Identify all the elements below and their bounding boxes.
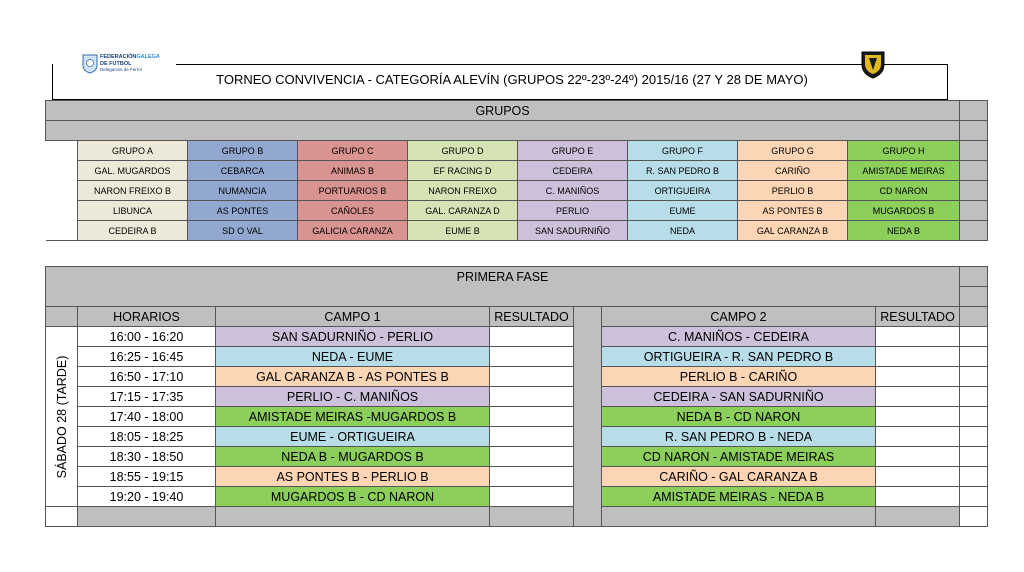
result-cell-2 (876, 427, 960, 447)
group-team-cell: EUME (628, 201, 738, 221)
filler-cell (960, 221, 988, 241)
header-campo-1: CAMPO 1 (216, 307, 490, 327)
result-cell-1 (490, 447, 574, 467)
filler-cell (960, 267, 988, 287)
group-header-b: GRUPO B (188, 141, 298, 161)
page-title: TORNEO CONVIVENCIA - CATEGORÍA ALEVÍN (GRUPOS 22º-23º-24º) 2015/16 (27 Y 28 DE MAYO) (216, 72, 808, 87)
match-time: 18:55 - 19:15 (78, 467, 216, 487)
blank-cell (46, 201, 78, 221)
group-team-cell: EUME B (408, 221, 518, 241)
group-team-cell: NEDA (628, 221, 738, 241)
group-header-d: GRUPO D (408, 141, 518, 161)
federation-logo (80, 52, 176, 78)
filler-cell (960, 327, 988, 347)
groups-banner: GRUPOS (46, 101, 960, 121)
filler-cell (960, 507, 988, 527)
group-header-e: GRUPO E (518, 141, 628, 161)
filler-cell (960, 447, 988, 467)
group-team-cell: AMISTADE MEIRAS (848, 161, 960, 181)
header-resultado-2: RESULTADO (876, 307, 960, 327)
group-team-cell: SD O VAL (188, 221, 298, 241)
group-team-cell: CARIÑO (738, 161, 848, 181)
filler-cell (960, 407, 988, 427)
match-campo-2: CEDEIRA - SAN SADURNIÑO (602, 387, 876, 407)
filler-cell (960, 101, 988, 121)
group-header-g: GRUPO G (738, 141, 848, 161)
footer-cell (216, 507, 490, 527)
match-campo-2: C. MANIÑOS - CEDEIRA (602, 327, 876, 347)
result-cell-1 (490, 487, 574, 507)
group-team-cell: R. SAN PEDRO B (628, 161, 738, 181)
groups-table (45, 100, 988, 241)
group-team-cell: AS PONTES (188, 201, 298, 221)
result-cell-2 (876, 467, 960, 487)
group-team-cell: AS PONTES B (738, 201, 848, 221)
group-team-cell: GAL CARANZA B (738, 221, 848, 241)
group-header-c: GRUPO C (298, 141, 408, 161)
match-time: 17:15 - 17:35 (78, 387, 216, 407)
footer-cell (602, 507, 876, 527)
group-team-cell: NUMANCIA (188, 181, 298, 201)
match-time: 19:20 - 19:40 (78, 487, 216, 507)
phase-banner-lower (46, 287, 960, 307)
result-cell-2 (876, 447, 960, 467)
result-cell-1 (490, 467, 574, 487)
result-cell-2 (876, 407, 960, 427)
group-team-cell: NARON FREIXO (408, 181, 518, 201)
filler-cell (960, 307, 988, 327)
result-cell-2 (876, 487, 960, 507)
result-cell-1 (490, 387, 574, 407)
result-cell-2 (876, 367, 960, 387)
group-team-cell: SAN SADURNIÑO (518, 221, 628, 241)
group-team-cell: NARON FREIXO B (78, 181, 188, 201)
match-campo-1: EUME - ORTIGUEIRA (216, 427, 490, 447)
filler-cell (960, 161, 988, 181)
title-frame-top-line (124, 64, 948, 65)
match-campo-1: GAL CARANZA B - AS PONTES B (216, 367, 490, 387)
match-campo-2: R. SAN PEDRO B - NEDA (602, 427, 876, 447)
match-campo-1: AS PONTES B - PERLIO B (216, 467, 490, 487)
blank-cell (46, 221, 78, 241)
result-cell-1 (490, 427, 574, 447)
match-campo-1: SAN SADURNIÑO - PERLIO (216, 327, 490, 347)
result-cell-2 (876, 347, 960, 367)
result-cell-1 (490, 327, 574, 347)
result-cell-1 (490, 347, 574, 367)
federation-logo-line3: Delegación de Ferrol (100, 67, 142, 72)
group-team-cell: LIBUNCA (78, 201, 188, 221)
group-team-cell: GAL. MUGARDOS (78, 161, 188, 181)
match-time: 16:50 - 17:10 (78, 367, 216, 387)
match-campo-2: CARIÑO - GAL CARANZA B (602, 467, 876, 487)
filler-cell (960, 181, 988, 201)
header-resultado-1: RESULTADO (490, 307, 574, 327)
match-campo-1: PERLIO - C. MANIÑOS (216, 387, 490, 407)
match-time: 18:05 - 18:25 (78, 427, 216, 447)
match-campo-1: NEDA B - MUGARDOS B (216, 447, 490, 467)
group-team-cell: CD NARON (848, 181, 960, 201)
group-team-cell: MUGARDOS B (848, 201, 960, 221)
schedule-table (45, 266, 988, 527)
group-team-cell: PERLIO (518, 201, 628, 221)
header-horarios: HORARIOS (78, 307, 216, 327)
federation-shield-icon (82, 54, 98, 74)
blank-cell (46, 181, 78, 201)
separator-cell (574, 307, 602, 527)
group-team-cell: GAL. CARANZA D (408, 201, 518, 221)
group-team-cell: ANIMAS B (298, 161, 408, 181)
match-campo-2: PERLIO B - CARIÑO (602, 367, 876, 387)
match-time: 17:40 - 18:00 (78, 407, 216, 427)
group-header-a: GRUPO A (78, 141, 188, 161)
group-header-f: GRUPO F (628, 141, 738, 161)
blank-cell (46, 507, 78, 527)
match-campo-1: NEDA - EUME (216, 347, 490, 367)
group-team-cell: NEDA B (848, 221, 960, 241)
match-campo-2: NEDA B - CD NARON (602, 407, 876, 427)
match-campo-2: CD NARON - AMISTADE MEIRAS (602, 447, 876, 467)
group-team-cell: CEDEIRA B (78, 221, 188, 241)
footer-cell (490, 507, 574, 527)
club-shield-icon (860, 50, 886, 80)
match-time: 16:25 - 16:45 (78, 347, 216, 367)
blank-cell (46, 161, 78, 181)
match-campo-1: AMISTADE MEIRAS -MUGARDOS B (216, 407, 490, 427)
match-campo-1: MUGARDOS B - CD NARON (216, 487, 490, 507)
result-cell-1 (490, 367, 574, 387)
match-time: 16:00 - 16:20 (78, 327, 216, 347)
result-cell-2 (876, 387, 960, 407)
group-header-h: GRUPO H (848, 141, 960, 161)
group-team-cell: C. MANIÑOS (518, 181, 628, 201)
filler-cell (960, 427, 988, 447)
match-time: 18:30 - 18:50 (78, 447, 216, 467)
result-cell-1 (490, 407, 574, 427)
group-team-cell: ORTIGUEIRA (628, 181, 738, 201)
corner-cell (46, 307, 78, 327)
federation-logo-line2: DE FÚTBOL (100, 60, 132, 67)
footer-cell (78, 507, 216, 527)
filler-cell (960, 201, 988, 221)
groups-banner-lower (46, 121, 960, 141)
filler-cell (960, 141, 988, 161)
day-label-cell (46, 327, 78, 507)
blank-cell (46, 141, 78, 161)
filler-cell (960, 467, 988, 487)
group-team-cell: PORTUARIOS B (298, 181, 408, 201)
filler-cell (960, 287, 988, 307)
phase-banner: PRIMERA FASE (46, 267, 960, 287)
group-team-cell: PERLIO B (738, 181, 848, 201)
filler-cell (960, 487, 988, 507)
club-shield-logo (860, 50, 886, 80)
filler-cell (960, 387, 988, 407)
footer-cell (876, 507, 960, 527)
match-campo-2: AMISTADE MEIRAS - NEDA B (602, 487, 876, 507)
filler-cell (960, 121, 988, 141)
result-cell-2 (876, 327, 960, 347)
group-team-cell: EF RACING D (408, 161, 518, 181)
header-campo-2: CAMPO 2 (602, 307, 876, 327)
group-team-cell: CEDEIRA (518, 161, 628, 181)
filler-cell (960, 367, 988, 387)
filler-cell (960, 347, 988, 367)
match-campo-2: ORTIGUEIRA - R. SAN PEDRO B (602, 347, 876, 367)
federation-logo-line1a: FEDERACIÓN (100, 54, 137, 60)
group-team-cell: GALICIA CARANZA (298, 221, 408, 241)
group-team-cell: CAÑOLES (298, 201, 408, 221)
day-label: SÁBADO 28 (TARDE) (54, 355, 69, 478)
group-team-cell: CEBARCA (188, 161, 298, 181)
federation-logo-line1b: GALEGA (136, 54, 160, 60)
